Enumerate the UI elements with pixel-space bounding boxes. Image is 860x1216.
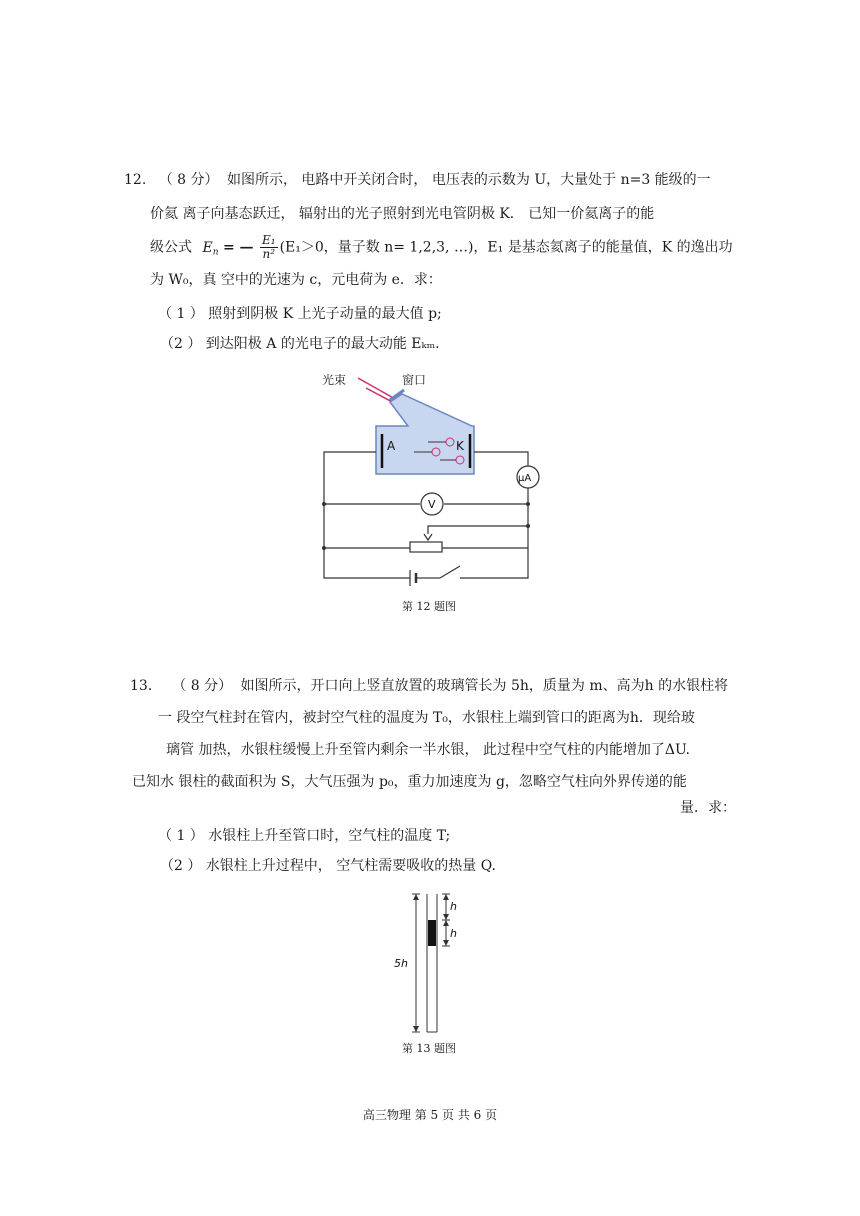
q13-h-top-label: h bbox=[450, 900, 457, 913]
q12-part-2: （2 ） 到达阳极 A 的光电子的最大动能 Eₖₘ. bbox=[160, 336, 440, 352]
q12-ammeter-label: μA bbox=[518, 473, 532, 484]
q12-anode-label: A bbox=[387, 439, 396, 453]
q13-line-2: 一 段空气柱封在管内，被封空气柱的温度为 T₀，水银柱上端到管口的距离为h．现给玻 bbox=[158, 710, 695, 726]
q12-voltmeter-label: V bbox=[428, 498, 436, 511]
q12-window-label: 窗口 bbox=[402, 373, 427, 387]
q12-phototube bbox=[376, 394, 474, 474]
q12-en-sub: n bbox=[212, 247, 219, 258]
q12-text-3b: (E₁＞0，量子数 n= 1,2,3, …)，E₁ 是基态氦离子的能量值，K 的逸出功 bbox=[279, 239, 733, 256]
q13-part-2: （2 ） 水银柱上升过程中， 空气柱需要吸收的热量 Q. bbox=[160, 858, 496, 874]
q12-eq: = — bbox=[222, 239, 254, 256]
q13-5h-label: 5h bbox=[394, 957, 408, 970]
q13-caption: 第 13 题图 bbox=[402, 1042, 456, 1055]
q12-line-3 bbox=[150, 234, 733, 263]
q13-line-5: 量．求： bbox=[680, 800, 736, 816]
q12-circuit-diagram bbox=[310, 368, 560, 588]
q12-junction-1 bbox=[322, 502, 326, 506]
q13-text-1: 如图所示，开口向上竖直放置的玻璃管长为 5h，质量为 m、高为h 的水银柱将 bbox=[240, 678, 729, 694]
q12-junction-2 bbox=[322, 546, 326, 550]
q12-cathode-label: K bbox=[456, 439, 464, 453]
q12-part-1: （ 1 ） 照射到阴极 K 上光子动量的最大值 p; bbox=[158, 306, 442, 322]
q12-score: （ 8 分） bbox=[158, 172, 219, 188]
q12-frac-den: n² bbox=[262, 247, 276, 261]
q12-rheostat bbox=[410, 542, 442, 552]
q13-h-mid-label: h bbox=[450, 927, 457, 940]
q12-junction-3 bbox=[526, 502, 530, 506]
q12-fraction bbox=[260, 234, 278, 261]
q13-score: （ 8 分） bbox=[172, 678, 233, 694]
q12-line-2: 价氦 离子向基态跃迁， 辐射出的光子照射到光电管阴极 K． 已知一价氦离子的能 bbox=[150, 206, 655, 222]
q13-line-4: 已知水 银柱的截面积为 S，大气压强为 p₀，重力加速度为 g，忽略空气柱向外界传递的能 bbox=[132, 774, 687, 790]
q12-line-1 bbox=[124, 170, 711, 190]
q12-text-1: 如图所示， 电路中开关闭合时， 电压表的示数为 U，大量处于 n=3 能级的一 bbox=[226, 172, 711, 188]
q12-number: 12. bbox=[124, 172, 147, 188]
q13-number: 13． bbox=[130, 678, 162, 694]
q12-frac-num: E₁ bbox=[262, 233, 276, 247]
q13-part-1: （ 1 ） 水银柱上升至管口时，空气柱的温度 T; bbox=[158, 828, 451, 844]
q12-caption: 第 12 题图 bbox=[402, 600, 456, 613]
q12-line-4: 为 W₀，真 空中的光速为 c，元电荷为 e．求： bbox=[150, 272, 442, 288]
q13-tube-diagram bbox=[392, 888, 472, 1036]
q12-rheostat-slider bbox=[424, 534, 432, 540]
q12-beam-label: 光束 bbox=[322, 373, 347, 387]
page-footer: 高三物理 第 5 页 共 6 页 bbox=[362, 1108, 498, 1122]
q13-mercury-column bbox=[428, 920, 436, 946]
q12-junction-4 bbox=[526, 524, 530, 528]
q12-text-3a: 级公式 bbox=[150, 239, 192, 256]
q12-en: E bbox=[202, 239, 213, 256]
q13-line-3: 璃管 加热，水银柱缓慢上升至管内剩余一半水银， 此过程中空气柱的内能增加了ΔU. bbox=[166, 742, 690, 758]
q13-line-1 bbox=[130, 676, 728, 696]
